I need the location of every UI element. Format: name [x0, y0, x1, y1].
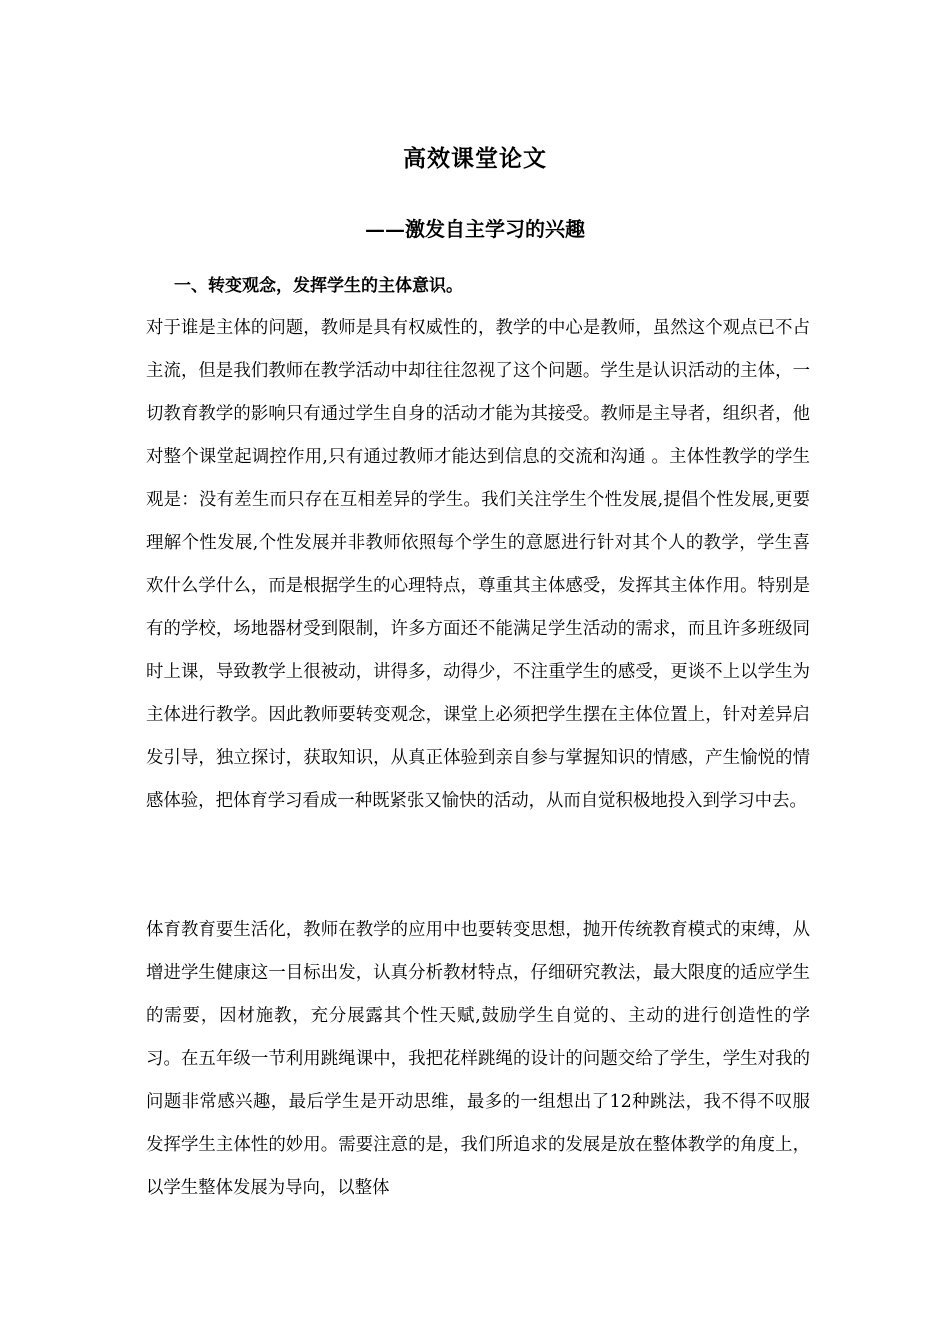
body-paragraph-2: 体育教育要生活化，教师在教学的应用中也要转变思想，抛开传统教育模式的束缚，从增进学生健康这一目标出发，认真分析教材特点，仔细研究教法，最大限度的适应学生的需要，因材施教，充分展露其个性天赋,鼓励学生自觉的、主动的进行创造性的学习。在五年级一节利用跳绳课中，我把花样跳绳的设计的问题交给了学生，学生对我的问题非常感兴趣，最后学生是开动思维，最多的一组想出了12种跳法，我不得不叹服发挥学生主体性的妙用。需要注意的是，我们所追求的发展是放在整体教学的角度上，以学生整体发展为导向，以整体	[146, 920, 810, 1198]
body-paragraph-1: 对于谁是主体的问题，教师是具有权威性的，教学的中心是教师，虽然这个观点已不占主流，但是我们教师在教学活动中却往往忽视了这个问题。学生是认识活动的主体，一切教育教学的影响只有通过学生自身的活动才能为其接受。教师是主导者，组织者，他对整个课堂起调控作用,只有通过教师才能达到信息的交流和沟通 。主体性教学的学生观是：没有差生而只存在互相差异的学生。我们关注学生个性发展,提倡个性发展,更要理解个性发展,个性发展并非教师依照每个学生的意愿进行针对其个人的教学，学生喜欢什么学什么，而是根据学生的心理特点，尊重其主体感受，发挥其主体作用。特别是有的学校，场地器材受到限制，许多方面还不能满足学生活动的需求，而且许多班级同时上课，导致教学上很被动，讲得多，动得少，不注重学生的感受，更谈不上以学生为主体进行教学。因此教师要转变观念，课堂上必须把学生摆在主体位置上，针对差异启发引导，独立探讨，获取知识，从真正体验到亲自参与掌握知识的情感，产生愉悦的情感体验，把体育学习看成一种既紧张又愉快的活动，从而自觉积极地投入到学习中去。	[146, 318, 810, 811]
document-subtitle: ——激发自主学习的兴趣	[365, 217, 585, 241]
document-title: 高效课堂论文	[403, 145, 547, 172]
section-heading: 一、转变观念，发挥学生的主体意识。	[174, 276, 463, 296]
